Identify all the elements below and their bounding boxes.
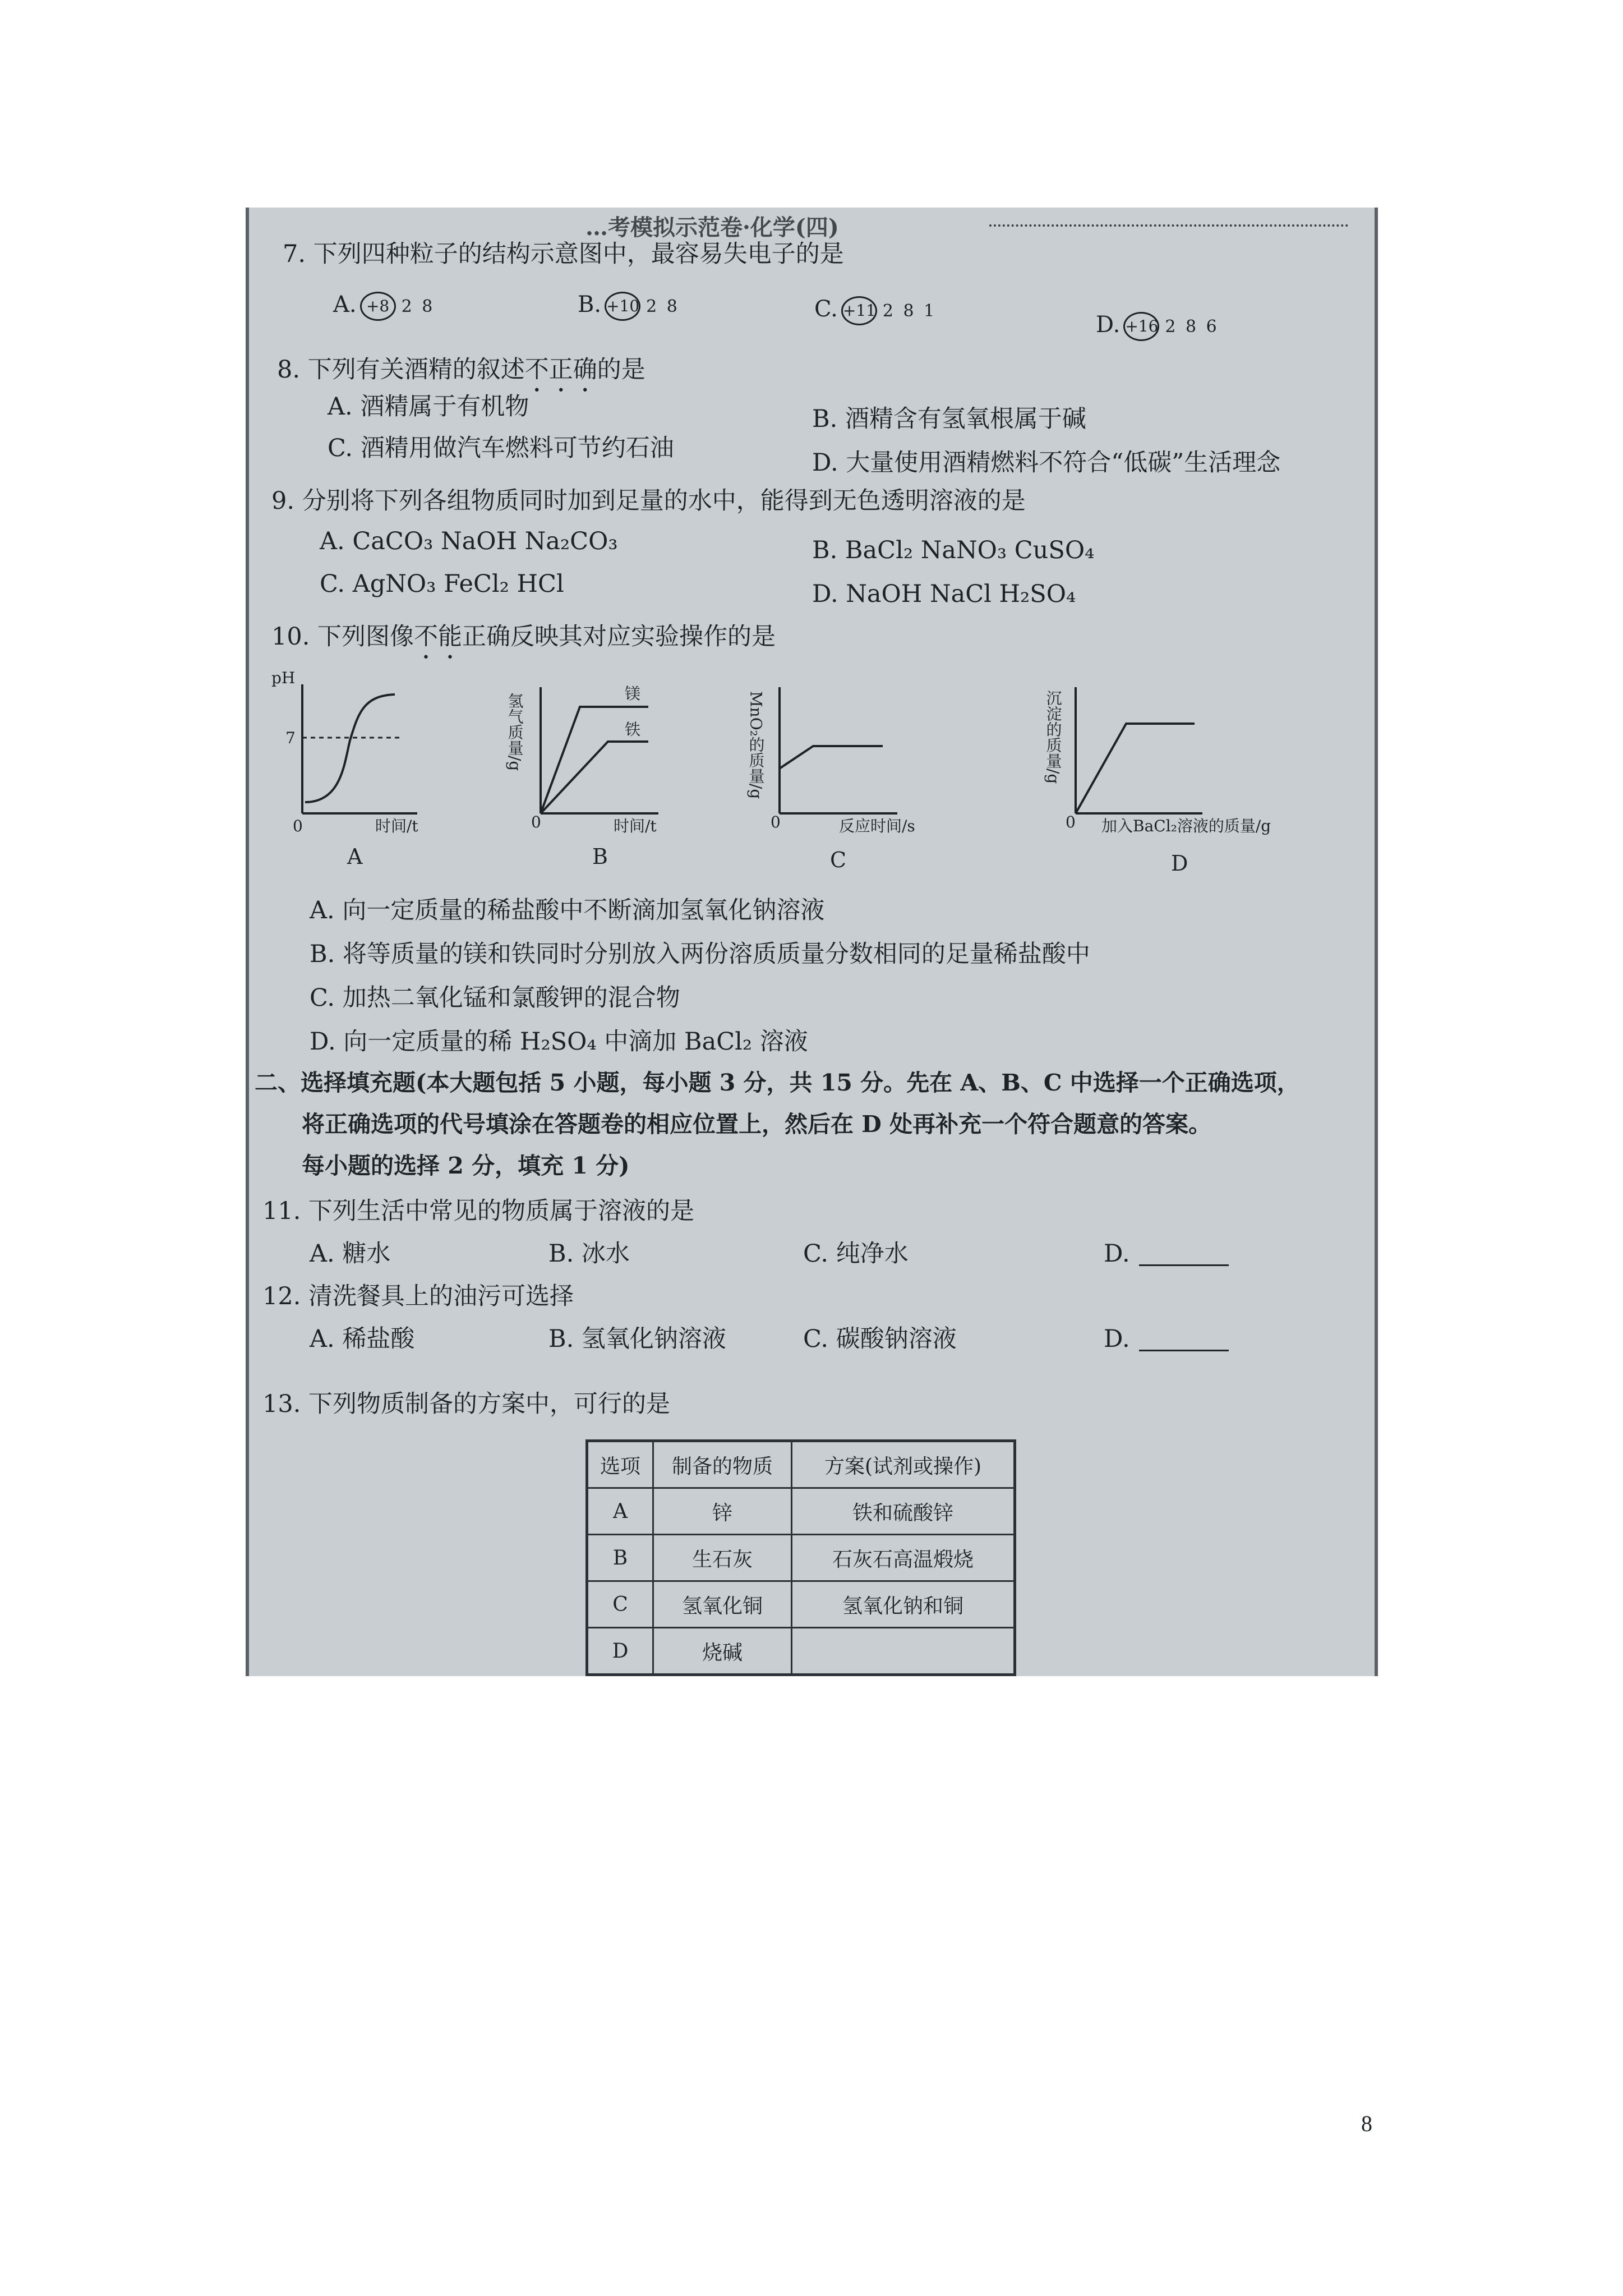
- q7-option-b: [578, 292, 680, 321]
- q10-option-b: B. 将等质量的镁和铁同时分别放入两份溶质质量分数相同的足量稀盐酸中: [310, 940, 1090, 968]
- graph-c-caption: C: [830, 848, 847, 872]
- q10-option-c: C. 加热二氧化锰和氯酸钾的混合物: [310, 984, 680, 1012]
- graph-a-origin: 0: [293, 817, 303, 835]
- scanned-exam-photo: [246, 208, 1378, 1676]
- graph-d-origin: 0: [1066, 813, 1076, 831]
- q7-option-c: [814, 296, 937, 325]
- q9-option-c: C. AgNO₃ FeCl₂ HCl: [320, 570, 564, 598]
- page-number: 8: [1361, 2111, 1372, 2136]
- table-cell: 氢氧化铜: [653, 1581, 792, 1628]
- q9-option-d: D. NaOH NaCl H₂SO₄: [812, 580, 1076, 608]
- electron-shells: 2 8: [401, 296, 435, 316]
- graph-b-y-label: 氢气质量/g: [505, 693, 524, 771]
- q11-stem: 11. 下列生活中常见的物质属于溶液的是: [262, 1197, 695, 1225]
- table-cell: 生石灰: [653, 1535, 792, 1581]
- table-row: [587, 1535, 1015, 1581]
- q12-option-b: B. 氢氧化钠溶液: [548, 1325, 726, 1353]
- q11-option-c: C. 纯净水: [803, 1240, 909, 1268]
- graph-d-caption: D: [1171, 851, 1188, 876]
- graph-d-x-label: 加入BaCl₂溶液的质量/g: [1101, 817, 1271, 835]
- table-header: 方案(试剂或操作): [792, 1441, 1015, 1488]
- table-cell: 石灰石高温煅烧: [792, 1535, 1015, 1581]
- q11-option-b: B. 冰水: [548, 1240, 630, 1268]
- table-cell: 烧碱: [653, 1628, 792, 1675]
- q13-stem: 13. 下列物质制备的方案中，可行的是: [262, 1390, 671, 1418]
- q13-table: [585, 1439, 1016, 1676]
- q7-option-d: [1096, 312, 1219, 341]
- graph-a-caption: A: [347, 844, 363, 869]
- graph-b-series-fe: 铁: [625, 720, 641, 739]
- graph-c-x-label: 反应时间/s: [839, 817, 915, 835]
- graph-d-y-label: 沉淀的质量/g: [1044, 690, 1063, 784]
- exam-header-title: …考模拟示范卷·化学(四): [585, 214, 839, 241]
- q9-stem: 9. 分别将下列各组物质同时加到足量的水中，能得到无色透明溶液的是: [271, 487, 1026, 515]
- answer-blank: [1139, 1244, 1229, 1266]
- electron-shells: 2 8 1: [882, 301, 937, 321]
- section2-heading-line3: 每小题的选择 2 分，填充 1 分): [302, 1152, 630, 1179]
- option-letter: C.: [814, 296, 838, 322]
- table-row: [587, 1581, 1015, 1628]
- graph-a-ph7-mark: 7: [285, 729, 296, 747]
- q9-option-a: A. CaCO₃ NaOH Na₂CO₃: [320, 527, 618, 555]
- table-cell: A: [587, 1488, 653, 1535]
- q12-option-d: D.: [1104, 1327, 1229, 1351]
- table-cell: 锌: [653, 1488, 792, 1535]
- table-row: [587, 1488, 1015, 1535]
- q11-option-a: A. 糖水: [310, 1240, 391, 1268]
- electron-shells: 2 8 6: [1165, 316, 1219, 337]
- table-header: 制备的物质: [653, 1441, 792, 1488]
- graph-b-series-mg: 镁: [625, 684, 641, 703]
- option-letter: D.: [1096, 312, 1121, 338]
- q12-option-a: A. 稀盐酸: [310, 1325, 415, 1353]
- q9-option-b: B. BaCl₂ NaNO₃ CuSO₄: [812, 536, 1095, 564]
- q10-option-d: D. 向一定质量的稀 H₂SO₄ 中滴加 BaCl₂ 溶液: [310, 1028, 808, 1056]
- graph-b-origin: 0: [531, 813, 541, 831]
- option-letter: A.: [333, 292, 357, 318]
- table-header: 选项: [587, 1441, 653, 1488]
- graph-d-line: [1076, 724, 1195, 813]
- graph-c-origin: 0: [771, 813, 781, 831]
- graph-b-fe-line: [541, 742, 648, 813]
- graph-a-x-label: 时间/t: [375, 817, 418, 835]
- q12-stem: 12. 清洗餐具上的油污可选择: [262, 1282, 574, 1310]
- q8-option-d: D. 大量使用酒精燃料不符合“低碳”生活理念: [812, 449, 1281, 477]
- graph-a-curve: [305, 694, 395, 802]
- table-header-row: [587, 1441, 1015, 1488]
- table-cell: D: [587, 1628, 653, 1675]
- answer-blank: [1139, 1329, 1229, 1351]
- graph-b-caption: B: [592, 844, 608, 869]
- table-cell: [792, 1628, 1015, 1675]
- q8-option-b: B. 酒精含有氢氧根属于碱: [812, 405, 1086, 433]
- q8-option-a: A. 酒精属于有机物: [328, 393, 529, 421]
- graph-c-line: [780, 746, 883, 769]
- nucleus-icon: +11: [841, 296, 877, 325]
- option-letter: B.: [578, 292, 602, 318]
- q12-option-c: C. 碳酸钠溶液: [803, 1325, 957, 1353]
- table-cell: 铁和硫酸锌: [792, 1488, 1015, 1535]
- table-cell: B: [587, 1535, 653, 1581]
- q8-stem: 8. 下列有关酒精的叙述不正确的是: [277, 356, 645, 384]
- graph-a-y-label: pH: [271, 669, 296, 687]
- nucleus-icon: +10: [605, 292, 640, 321]
- graph-c-y-label: MnO₂的质量/g: [746, 691, 766, 799]
- nucleus-icon: +16: [1123, 312, 1159, 341]
- q10-option-a: A. 向一定质量的稀盐酸中不断滴加氢氧化钠溶液: [310, 896, 825, 924]
- nucleus-icon: +8: [360, 292, 396, 321]
- q10-graphs: [249, 656, 1375, 892]
- q11-option-d: D.: [1104, 1242, 1229, 1266]
- table-cell: C: [587, 1581, 653, 1628]
- table-cell: 氢氧化钠和铜: [792, 1581, 1015, 1628]
- q8-option-c: C. 酒精用做汽车燃料可节约石油: [328, 434, 674, 462]
- section2-heading-line1: 二、选择填充题(本大题包括 5 小题，每小题 3 分，共 15 分。先在 A、B、C 中选择一个正确选项，: [255, 1069, 1300, 1096]
- header-dotted-rule: [989, 224, 1348, 227]
- electron-shells: 2 8: [646, 296, 680, 316]
- q10-stem: 10. 下列图像不能正确反映其对应实验操作的是: [271, 623, 776, 651]
- q7-stem: 7. 下列四种粒子的结构示意图中，最容易失电子的是: [283, 240, 844, 268]
- table-row: [587, 1628, 1015, 1675]
- section2-heading-line2: 将正确选项的代号填涂在答题卷的相应位置上，然后在 D 处再补充一个符合题意的答案。: [302, 1111, 1212, 1138]
- q7-option-a: [333, 292, 435, 321]
- graph-b-x-label: 时间/t: [614, 817, 657, 835]
